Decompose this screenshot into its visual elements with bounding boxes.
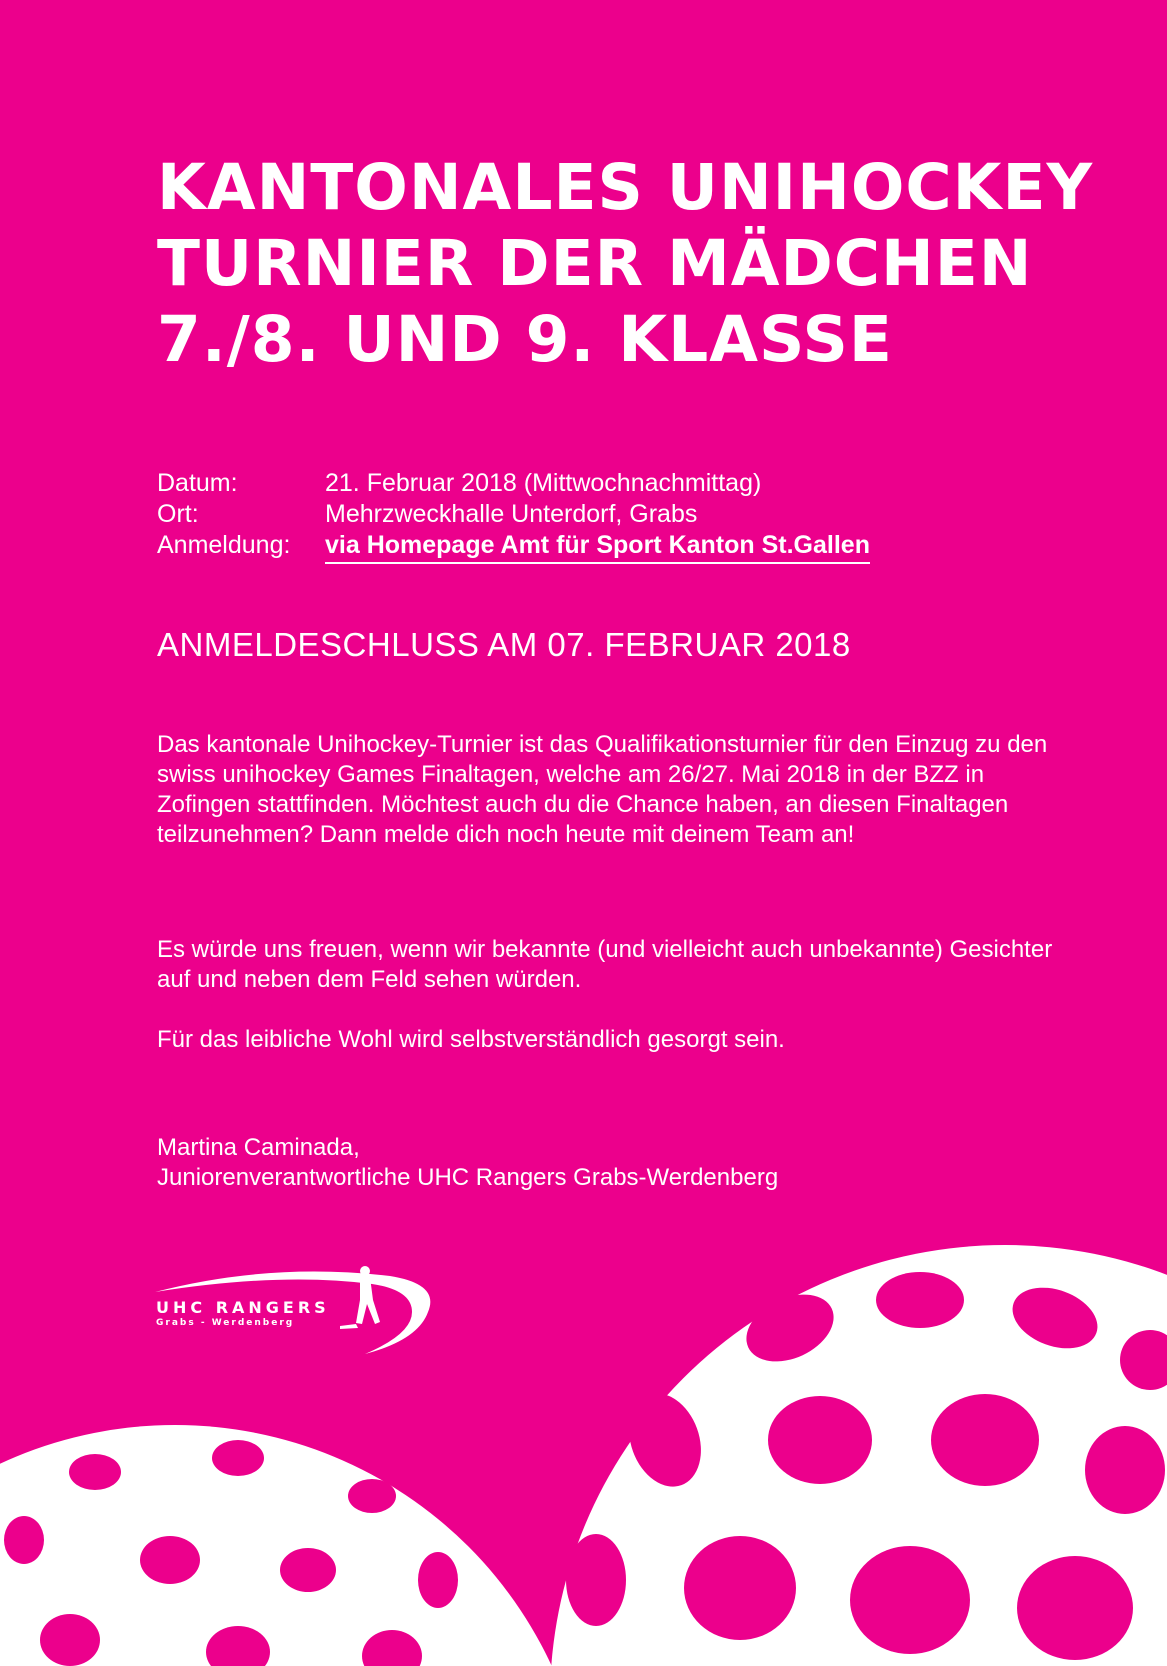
title-line-2: TURNIER DER MÄDCHEN <box>157 227 1033 300</box>
logo-subtitle: Grabs - Werdenberg <box>156 1318 295 1328</box>
logo-name: UHC RANGERS <box>156 1298 330 1317</box>
signature-name: Martina Caminada, <box>157 1134 360 1161</box>
title-line-3: 7./8. UND 9. KLASSE <box>157 303 893 376</box>
place-value: Mehrzweckhalle Unterdorf, Grabs <box>325 500 698 528</box>
floorball-right-icon <box>550 1245 1167 1666</box>
place-label: Ort: <box>157 500 199 528</box>
welcome-paragraph: Es würde uns freuen, wenn wir bekannte (und vielleicht auch unbekannte) Gesichter auf und neben dem Feld sehen würden. <box>157 936 1053 993</box>
registration-link[interactable]: via Homepage Amt für Sport Kanton St.Gallen <box>325 530 870 564</box>
title-line-1: KANTONALES UNIHOCKEY <box>157 151 1094 224</box>
intro-paragraph: Das kantonale Unihockey-Turnier ist das Qualifikationsturnier für den Einzug zu den swiss unihockey Games Finaltagen, welche am 26/27. Mai 2018 in der BZZ in Zofingen stattfinden. Möchtest auch du die Chance haben, an diesen Finaltagen teilzunehmen? Dann melde dich noch heute mit deinem Team an! <box>157 731 1048 848</box>
date-label: Datum: <box>157 469 238 497</box>
catering-paragraph: Für das leibliche Wohl wird selbstverständlich gesorgt sein. <box>157 1026 785 1053</box>
deadline-heading: ANMELDESCHLUSS AM 07. FEBRUAR 2018 <box>157 626 851 663</box>
floorball-left-icon <box>0 1425 590 1666</box>
registration-label: Anmeldung: <box>157 531 291 559</box>
signature-role: Juniorenverantwortliche UHC Rangers Grabs-Werdenberg <box>157 1164 779 1191</box>
date-value: 21. Februar 2018 (Mittwochnachmittag) <box>325 469 762 497</box>
